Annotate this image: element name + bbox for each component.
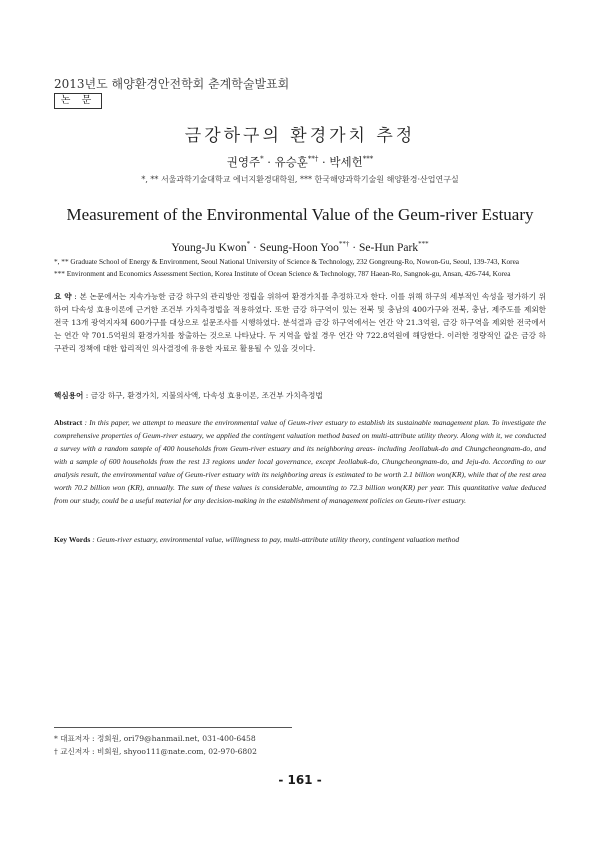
author-mark: **† — [338, 240, 350, 248]
korean-keywords-label: 핵심용어 — [54, 391, 84, 400]
abstract-label: Abstract — [54, 418, 83, 427]
author-separator: · — [263, 155, 275, 169]
author-name: Se-Hun Park — [359, 241, 419, 254]
footnote-corresponding: * 대표저자 : 정회원, ori79@hanmail.net, 031-400-6458 — [54, 734, 256, 743]
abstract — [54, 416, 546, 507]
author-separator: · — [318, 155, 330, 169]
summary-label: 요 약 — [54, 292, 72, 301]
author-name: 권영주 — [226, 155, 261, 169]
conference-name: 2013년도 해양환경안전학회 춘계학술발표회 — [54, 77, 290, 91]
english-keywords-label: Key Words — [54, 535, 91, 544]
footnote-contact: † 교신저자 : 비회원, shyoo111@nate.com, 02-970-6802 — [54, 747, 257, 756]
korean-keywords — [54, 389, 546, 402]
korean-authors — [0, 154, 600, 170]
author-mark: *** — [418, 240, 429, 248]
english-affiliations — [54, 256, 546, 280]
affiliation-line: *, ** Graduate School of Energy & Environment, Seoul National University of Science & Technology, 232 Gongreung-Ro, Nowon-Gu, Seoul, 139-743, Korea — [54, 257, 520, 266]
affiliation-line: *** Environment and Economics Assessment Section, Korea Institute of Ocean Science & Technology, 787 Haean-Ro, Sangnok-gu, Ansan, 426-744, Korea — [54, 269, 511, 278]
page-number: - 161 - — [278, 773, 322, 787]
author-separator: · — [250, 241, 260, 254]
author-mark: **† — [307, 155, 319, 164]
english-authors — [0, 240, 600, 254]
footnote-divider — [54, 727, 292, 728]
author-mark: *** — [362, 155, 374, 164]
korean-title: 금강하구의 환경가치 추정 — [184, 126, 416, 146]
author-name: Seung-Hoon Yoo — [259, 241, 339, 254]
author-name: 유승훈 — [274, 155, 308, 169]
abstract-text: : In this paper, we attempt to measure the environmental value of Geum-river estuary to establish its sustainable management plan. To investigate the comprehensive properties of Geum-river estuary, we applied the contingent valuation method based on multi-attribute utility theory. Along with it, we conducted a survey with a random sample of 400 households from Geum-river estuary and its neighboring areas- including Jeollabuk-do and Chungcheongnam-do, and with a sample of 600 households from the rest 13 regions under local governance, except Jeollabuk-do, Chungcheongnam-do, and Jeju-do. According to our analysis result, the environmental value of Geum-river estuary with its neighboring areas is estimated to be worth 2.1 billion won(KR), while that of the rest area worth 70.2 billion won (KR), annually. The sum of these values is considerable, amounting to 72.3 billion won(KR) per year. This quantitative value deduced from our study, could be a useful material for any decision-making in the establishment of management policies on Geum-river estuary. — [54, 418, 546, 505]
korean-keywords-text: : 금강 하구, 환경가치, 지불의사액, 다속성 효용이론, 조건부 가치측정법 — [83, 391, 323, 400]
korean-affiliation: *, ** 서울과학기술대학교 에너지환경대학원, *** 한국해양과학기술원 해양환경·산업연구실 — [141, 175, 459, 184]
author-separator: · — [349, 241, 360, 254]
author-mark: * — [260, 155, 264, 164]
author-name: Young-Ju Kwon — [171, 241, 247, 254]
paper-type-tag: 논 문 — [54, 93, 102, 109]
korean-summary — [54, 290, 546, 355]
english-keywords — [54, 533, 546, 546]
english-title: Measurement of the Environmental Value of the Geum-river Estuary — [66, 205, 534, 224]
author-name: 박세헌 — [329, 155, 363, 169]
english-keywords-text: : Geum-river estuary, environmental value, willingness to pay, multi-attribute utility theory, contingent valuation method — [90, 535, 460, 544]
summary-text: : 본 논문에서는 지속가능한 금강 하구의 관리방안 정립을 위하여 환경가치를 추정하고자 한다. 이를 위해 하구의 세부적인 속성을 평가하기 위하여 다속성 효용이론에 근거한 조건부 가치측정법을 적용하였다. 또한 금강 하구역이 있는 전북 및 충남의 400가구와 전북, 충남, 제주도를 제외한 전국 13개 광역지자체 600가구를 대상으로 설문조사를 시행하였다. 분석결과 금강 하구역에서는 연간 약 21.3억원, 금강 하구역을 제외한 전국에서는 연간 약 701.5억원의 환경가치를 창출하는 것으로 나타났다. 두 지역을 합칠 경우 연간 약 722.8억원에 해당한다. 이러한 정량적인 값은 금강 하구관리 정책에 대한 합리적인 의사결정에 유용한 자료로 활용될 수 있을 것이다. — [54, 292, 546, 353]
author-mark: * — [246, 240, 251, 248]
